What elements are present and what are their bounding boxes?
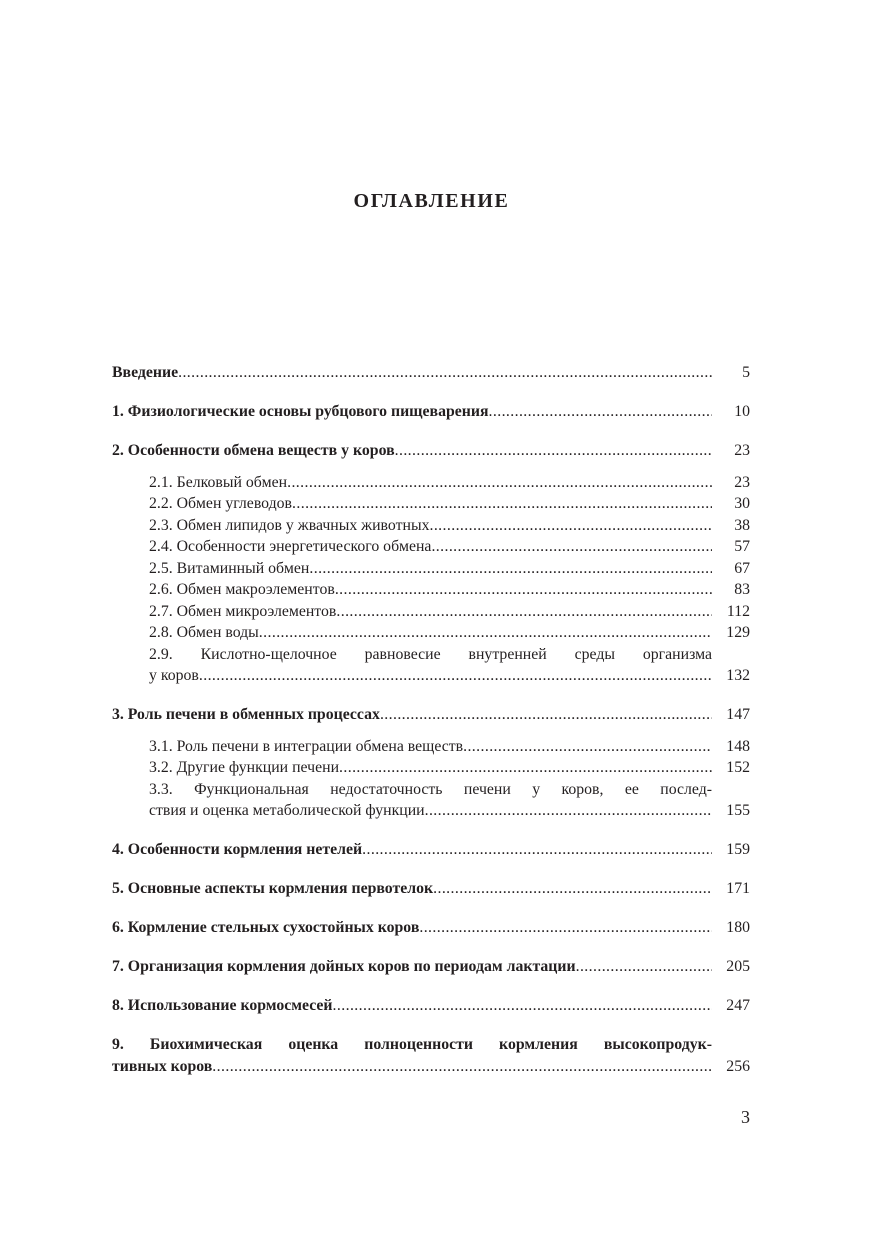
toc-entry-title: Введение: [112, 364, 179, 381]
dot-leader: [335, 579, 712, 601]
dot-leader: [429, 515, 712, 537]
toc-entry-section-3-1[interactable]: [112, 736, 750, 758]
toc-entry-title: 2.4. Особенности энергетического обмена: [149, 538, 432, 555]
toc-entry-title: 3. Роль печени в обменных процессах: [112, 706, 380, 723]
toc-entry-page: 132: [726, 667, 750, 684]
dot-leader: [333, 995, 712, 1017]
dot-leader: [178, 362, 712, 384]
dot-leader: [287, 472, 712, 494]
toc-entry-title: 2.3. Обмен липидов у жвачных животных: [149, 516, 430, 534]
toc-entry-page: 205: [726, 958, 750, 975]
dot-leader: [362, 839, 712, 861]
toc-entry-page: 129: [726, 624, 750, 641]
toc-entry-chapter-4[interactable]: [112, 839, 750, 861]
toc-entry-title: 2.1. Белковый обмен: [149, 473, 288, 491]
toc-entry-page: 171: [726, 880, 750, 897]
dot-leader: [576, 956, 712, 978]
toc-entry-page: 112: [726, 602, 750, 620]
dot-leader: [199, 665, 712, 687]
toc-entry-page: 256: [726, 1057, 750, 1075]
dot-leader: [380, 704, 712, 726]
toc-entry-page: 83: [734, 581, 750, 598]
page-title: ОГЛАВЛЕНИЕ: [353, 190, 510, 212]
toc-entry-page: 147: [726, 706, 750, 723]
toc-entry-chapter-3[interactable]: [112, 704, 750, 726]
toc-entry-section-2-2[interactable]: [112, 493, 750, 515]
toc-entry-section-2-5[interactable]: [112, 558, 750, 580]
toc-entry-page: 10: [734, 403, 750, 420]
toc-entry-chapter-2[interactable]: [112, 440, 750, 462]
dot-leader: [292, 493, 712, 515]
dot-leader: [463, 736, 712, 758]
toc-entry-page: 148: [726, 737, 750, 755]
toc-entry-chapter-1[interactable]: [112, 401, 750, 423]
toc-entry-chapter-6[interactable]: [112, 917, 750, 939]
toc-entry-title: 8. Использование кормосмесей: [112, 997, 333, 1014]
toc-entry-section-2-6[interactable]: [112, 579, 750, 601]
table-of-contents: [112, 362, 750, 1077]
toc-entry-page: 159: [726, 841, 750, 858]
toc-entry-chapter-9[interactable]: [112, 1034, 750, 1077]
toc-entry-section-2-4[interactable]: [112, 536, 750, 558]
toc-entry-page: 5: [742, 364, 750, 381]
dot-leader: [489, 401, 712, 423]
dot-leader: [431, 536, 712, 558]
toc-entry-section-2-9[interactable]: [112, 644, 750, 687]
toc-entry-page: 247: [726, 997, 750, 1014]
toc-entry-page: 67: [734, 559, 750, 577]
dot-leader: [339, 757, 712, 779]
toc-entry-title-line-2: у коров: [149, 667, 199, 684]
dot-leader: [259, 622, 712, 644]
dot-leader: [336, 601, 712, 623]
toc-entry-page: 57: [734, 538, 750, 555]
toc-entry-title-line-1: 9. Биохимическая оценка полноценности кормления высокопродук-: [112, 1036, 712, 1053]
dot-leader: [395, 440, 712, 462]
toc-entry-section-2-8[interactable]: [112, 622, 750, 644]
toc-entry-section-3-3[interactable]: [112, 779, 750, 822]
toc-entry-chapter-8[interactable]: [112, 995, 750, 1017]
toc-entry-title-line-2: ствия и оценка метаболической функции: [149, 802, 425, 819]
toc-entry-chapter-5[interactable]: [112, 878, 750, 900]
dot-leader: [309, 558, 712, 580]
toc-entry-section-2-7[interactable]: [112, 601, 750, 623]
toc-entry-page: 155: [726, 802, 750, 819]
toc-entry-title: 1. Физиологические основы рубцового пищеварения: [112, 403, 489, 420]
toc-entry-title: 4. Особенности кормления нетелей: [112, 841, 363, 858]
toc-entry-page: 152: [726, 759, 750, 776]
dot-leader: [419, 917, 712, 939]
toc-entry-intro[interactable]: [112, 362, 750, 384]
toc-entry-section-2-1[interactable]: [112, 472, 750, 494]
dot-leader: [212, 1056, 712, 1078]
toc-entry-section-3-2[interactable]: [112, 757, 750, 779]
toc-entry-title: 5. Основные аспекты кормления первотелок: [112, 880, 434, 897]
dot-leader: [433, 878, 712, 900]
dot-leader: [425, 800, 712, 822]
toc-entry-page: 180: [726, 919, 750, 936]
toc-entry-title-line-2: тивных коров: [112, 1057, 213, 1075]
toc-entry-title-line-1: 2.9. Кислотно-щелочное равновесие внутренней среды организма: [149, 645, 712, 663]
toc-entry-page: 38: [734, 516, 750, 534]
toc-entry-title: 7. Организация кормления дойных коров по периодам лактации: [112, 958, 576, 975]
toc-entry-title-line-1: 3.3. Функциональная недостаточность печени у коров, ее послед-: [149, 780, 712, 798]
toc-entry-title: 2.5. Витаминный обмен: [149, 559, 310, 577]
page-number: 3: [741, 1107, 750, 1127]
toc-entry-title: 2. Особенности обмена веществ у коров: [112, 442, 395, 459]
toc-entry-title: 2.7. Обмен микроэлементов: [149, 602, 337, 620]
toc-entry-section-2-3[interactable]: [112, 515, 750, 537]
toc-entry-title: 3.1. Роль печени в интеграции обмена веществ: [149, 737, 464, 755]
toc-entry-title: 2.8. Обмен воды: [149, 624, 259, 641]
toc-entry-chapter-7[interactable]: [112, 956, 750, 978]
toc-entry-title: 6. Кормление стельных сухостойных коров: [112, 919, 420, 936]
toc-entry-page: 23: [734, 442, 750, 459]
toc-entry-page: 23: [734, 473, 750, 491]
toc-entry-page: 30: [734, 495, 750, 512]
toc-entry-title: 2.2. Обмен углеводов: [149, 495, 293, 512]
toc-entry-title: 3.2. Другие функции печени: [149, 759, 340, 776]
toc-entry-title: 2.6. Обмен макроэлементов: [149, 581, 335, 598]
